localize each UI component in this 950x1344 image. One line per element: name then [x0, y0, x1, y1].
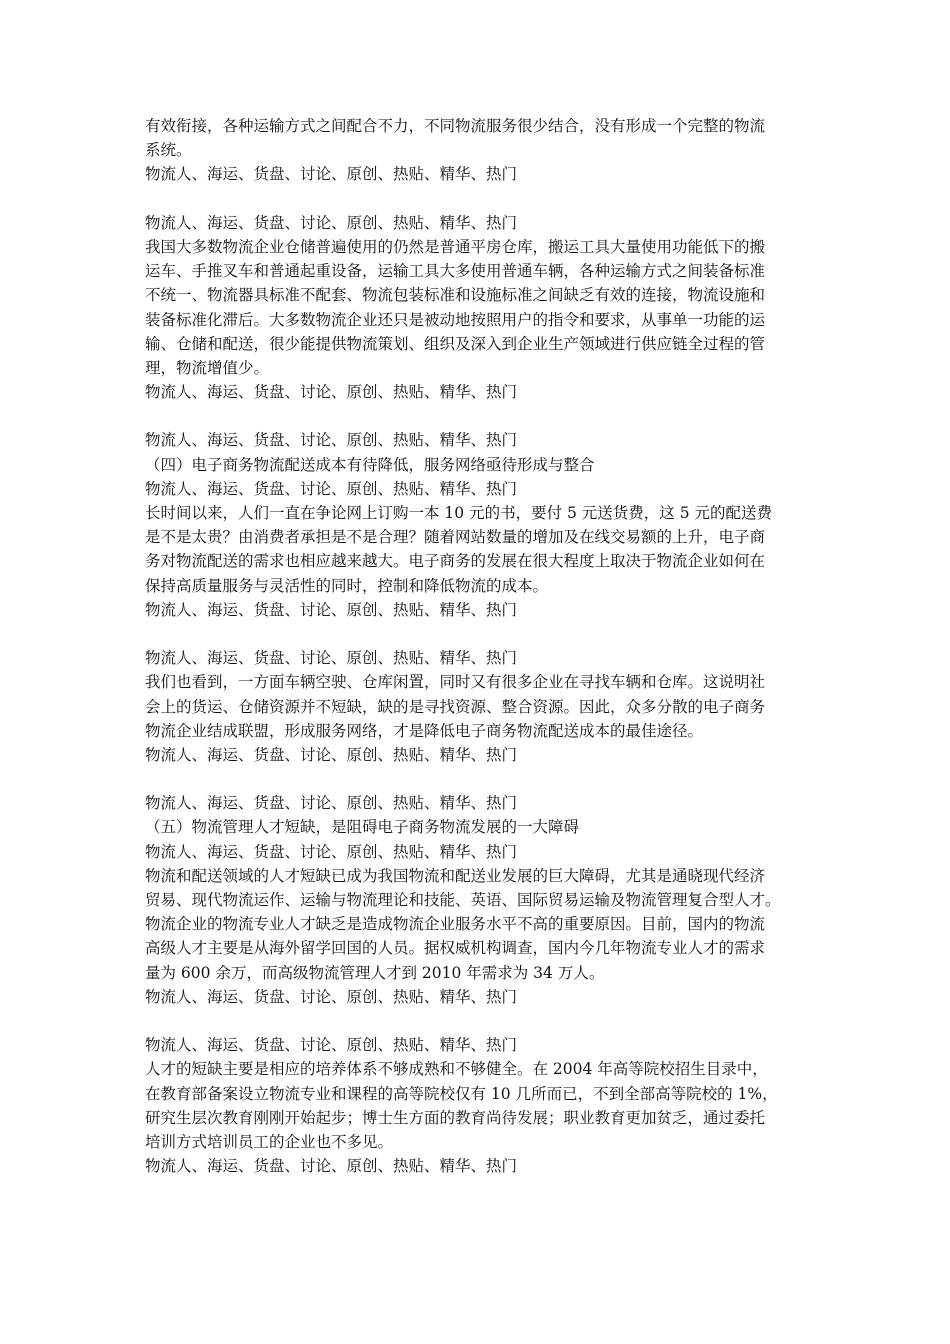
tag-line: 物流人、海运、货盘、讨论、原创、热贴、精华、热门 — [145, 213, 518, 232]
paragraph-line: 培训方式培训员工的企业也不多见。 — [145, 1132, 394, 1151]
paragraph-line: 我国大多数物流企业仓储普遍使用的仍然是普通平房仓库，搬运工具大量使用功能低下的搬 — [145, 237, 766, 256]
tag-line: 物流人、海运、货盘、讨论、原创、热贴、精华、热门 — [145, 165, 518, 184]
paragraph-line: 有效衔接，各种运输方式之间配合不力，不同物流服务很少结合，没有形成一个完整的物流 — [145, 117, 766, 135]
paragraph-line: 人才的短缺主要是相应的培养体系不够成熟和不够健全。在 2004 年高等院校招生目录中， — [145, 1060, 768, 1079]
tag-line: 物流人、海运、货盘、讨论、原创、热贴、精华、热门 — [145, 649, 518, 668]
tag-line: 物流人、海运、货盘、讨论、原创、热贴、精华、热门 — [145, 479, 518, 498]
paragraph-line: 务对物流配送的需求也相应越来越大。电子商务的发展在很大程度上取决于物流企业如何在 — [145, 552, 766, 571]
section-heading: （五）物流管理人才短缺，是阻碍电子商务物流发展的一大障碍 — [145, 818, 580, 837]
paragraph-line: 运车、手推叉车和普通起重设备，运输工具大多使用普通车辆，各种运输方式之间装备标准 — [145, 262, 766, 281]
paragraph-line: 会上的货运、仓储资源并不短缺，缺的是寻找资源、整合资源。因此，众多分散的电子商务 — [145, 697, 766, 716]
tag-line: 物流人、海运、货盘、讨论、原创、热贴、精华、热门 — [145, 431, 518, 450]
paragraph-line: 在教育部备案设立物流专业和课程的高等院校仅有 10 几所而已，不到全部高等院校的 1%， — [145, 1084, 778, 1103]
paragraph-line: 我们也看到，一方面车辆空驶、仓库闲置，同时又有很多企业在寻找车辆和仓库。这说明社 — [145, 673, 766, 692]
tag-line: 物流人、海运、货盘、讨论、原创、热贴、精华、热门 — [145, 842, 518, 861]
tag-line: 物流人、海运、货盘、讨论、原创、热贴、精华、热门 — [145, 383, 518, 402]
blank-line — [145, 1009, 817, 1033]
blank-line — [145, 404, 817, 428]
tag-line: 物流人、海运、货盘、讨论、原创、热贴、精华、热门 — [145, 1036, 518, 1055]
paragraph-line: 系统。 — [145, 141, 192, 160]
tag-line: 物流人、海运、货盘、讨论、原创、热贴、精华、热门 — [145, 745, 518, 764]
tag-line: 物流人、海运、货盘、讨论、原创、热贴、精华、热门 — [145, 987, 518, 1006]
paragraph-line: 物流企业的物流专业人才缺乏是造成物流企业服务水平不高的重要原因。目前，国内的物流 — [145, 915, 766, 934]
tag-line: 物流人、海运、货盘、讨论、原创、热贴、精华、热门 — [145, 600, 518, 619]
paragraph-line: 高级人才主要是从海外留学回国的人员。据权威机构调查，国内今几年物流专业人才的需求 — [145, 939, 766, 958]
paragraph-line: 长时间以来，人们一直在争论网上订购一本 10 元的书，要付 5 元送货费，这 5 元的配送费 — [145, 504, 773, 522]
tag-line: 物流人、海运、货盘、讨论、原创、热贴、精华、热门 — [145, 1157, 518, 1176]
paragraph-line: 量为 600 余万，而高级物流管理人才到 2010 年需求为 34 万人。 — [145, 963, 605, 982]
paragraph-line: 保持高质量服务与灵活性的同时，控制和降低物流的成本。 — [145, 576, 549, 595]
paragraph-line: 输、仓储和配送，很少能提供物流策划、组织及深入到企业生产领域进行供应链全过程的管 — [145, 334, 766, 353]
paragraph-line: 理，物流增值少。 — [145, 358, 270, 377]
paragraph-line: 贸易、现代物流运作、运输与物流理论和技能、英语、国际贸易运输及物流管理复合型人才。 — [145, 891, 781, 909]
document-body — [145, 114, 817, 1178]
blank-line — [145, 187, 817, 211]
paragraph-line: 是不是太贵？由消费者承担是不是合理？随着网站数量的增加及在线交易额的上升，电子商 — [145, 528, 766, 547]
paragraph-line: 物流企业结成联盟，形成服务网络，才是降低电子商务物流配送成本的最佳途径。 — [145, 721, 704, 740]
blank-line — [145, 767, 817, 791]
paragraph-line: 研究生层次教育刚刚开始起步；博士生方面的教育尚待发展；职业教育更加贫乏，通过委托 — [145, 1108, 766, 1127]
blank-line — [145, 622, 817, 646]
section-heading: （四）电子商务物流配送成本有待降低，服务网络亟待形成与整合 — [145, 455, 595, 474]
paragraph-line: 物流和配送领域的人才短缺已成为我国物流和配送业发展的巨大障碍，尤其是通晓现代经济 — [145, 866, 766, 885]
tag-line: 物流人、海运、货盘、讨论、原创、热贴、精华、热门 — [145, 794, 518, 813]
paragraph-line: 不统一、物流器具标准不配套、物流包装标准和设施标准之间缺乏有效的连接，物流设施和 — [145, 286, 766, 305]
paragraph-line: 装备标准化滞后。大多数物流企业还只是被动地按照用户的指令和要求，从事单一功能的运 — [145, 310, 766, 329]
